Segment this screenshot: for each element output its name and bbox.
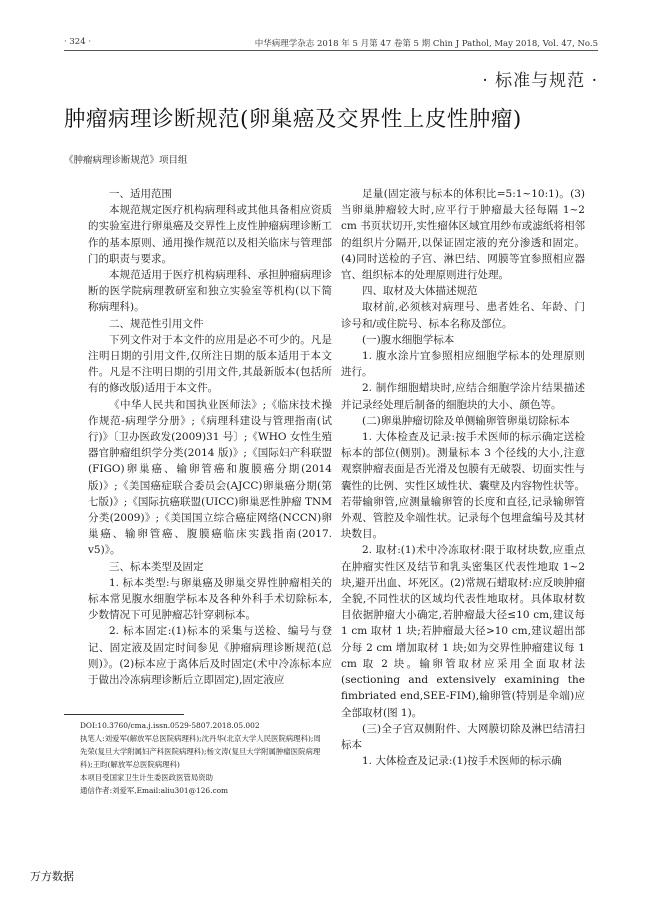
paragraph: 1. 腹水涂片宜参照相应细胞学标本的处理原则进行。 xyxy=(341,350,585,379)
writers: 执笔人:刘爱军(解放军总医院病理科);沈丹华(北京大学人民医院病理科);周先荣(复旦大学附属妇产科医院病理科);杨文涛(复旦大学附属肿瘤医院病理科);王昀(解放军总医院病理科) xyxy=(80,734,321,769)
heading-sampling: 四、取材及大体描述规范 xyxy=(362,285,478,298)
footer-brand: 万方数据 xyxy=(30,870,74,883)
paragraph: 下列文件对于本文件的应用是必不可少的。凡是注明日期的引用文件,仅所注日期的版本适用于本文件。凡是不注明日期的引用文件,其最新版本(包括所有的修改版)适用于本文件。 xyxy=(88,333,332,395)
header-rule xyxy=(64,50,598,51)
paragraph: 本规范适用于医疗机构病理科、承担肿瘤病理诊断的医学院病理教研室和独立实验室等机构(以下简称病理科)。 xyxy=(88,269,332,314)
heading-specimen-types: 三、标本类型及固定 xyxy=(109,560,204,573)
paragraph: 取材前,必须核对病理号、患者姓名、年龄、门诊号和/或住院号、标本名称及部位。 xyxy=(341,301,585,330)
right-column xyxy=(341,186,585,769)
paragraph: 2. 标本固定:(1)标本的采集与送检、编号与登记、固定液及固定时间参见《肿瘤病理诊断规范(总则)》。(2)标本应于离体后及时固定(术中冷冻标本应于做出冷冻病理诊断后立即固定),固定液应 xyxy=(88,625,332,687)
subheading-hysterectomy: (三)全子宫双侧附件、大网膜切除及淋巴结清扫标本 xyxy=(341,722,585,751)
paragraph: 足量(固定液与标本的体积比=5:1~10:1)。(3)当卵巢肿瘤较大时,应平行于肿瘤最大径每隔 1~2 cm 书页状切开,实性瘤体区域宜用纱布或滤纸将相邻的组织片分隔开,以保证固定液的充分渗透和固定。(4)同时送检的子宫、淋巴结、网膜等宜参照相应器官、组织标本的处理原则进行处理。 xyxy=(341,188,585,282)
author-group: 《肿瘤病理诊断规范》项目组 xyxy=(64,155,188,166)
heading-references: 二、规范性引用文件 xyxy=(109,317,204,330)
paragraph: 2. 制作细胞蜡块时,应结合细胞学涂片结果描述并记录经处理后制备的细胞块的大小、颜色等。 xyxy=(341,382,585,411)
corresponding-author: 通信作者:刘爱军,Email:aliu301@126.com xyxy=(80,786,229,795)
journal-info: 中华病理学杂志 2018 年 5 月第 47 卷第 5 期 Chin J Pathol, May 2018, Vol. 47, No.5 xyxy=(254,39,598,49)
funding: 本项目受国家卫生计生委医政医管局资助 xyxy=(80,773,214,782)
paragraph: 1. 大体检查及记录:(1)按手术医师的标示确 xyxy=(362,755,562,768)
doi: DOI:10.3760/cma.j.issn.0529-5807.2018.05.002 xyxy=(80,721,260,730)
page-number: · 324 · xyxy=(64,37,92,47)
heading-scope: 一、适用范围 xyxy=(109,188,172,200)
paragraph: 1. 大体检查及记录:按手术医师的标示确定送检标本的部位(侧别)。测量标本 3 个径线的大小,注意观察肿瘤表面是否光滑及包膜有无破裂、切面实性与囊性的比例、实性区域性状、囊壁及内容物性状等。若带输卵管,应测量输卵管的长度和直径,记录输卵管外观、管腔及伞端性状。记录每个包埋盒编号及其材块数目。 xyxy=(341,431,585,541)
footnotes xyxy=(80,719,326,797)
paragraph: 《中华人民共和国执业医师法》;《临床技术操作规范-病理学分册》;《病理科建设与管理指南(试行)》〔卫办医政发(2009)31 号〕;《WHO 女性生殖器官肿瘤组织学分类(2014 版)》;《国际妇产科联盟(FIGO)卵巢癌、输卵管癌和腹膜癌分期(2014 版)》;《美国癌症联合委员会(AJCC)卵巢癌分期(第七版)》;《国际抗癌联盟(UICC)卵巢恶性肿瘤 TNM 分类(2009)》;《美国国立综合癌症网络(NCCN)卵巢癌、输卵管癌、腹膜癌临床实践指南(2017. v5)》。 xyxy=(88,398,332,557)
paragraph: 1. 标本类型:与卵巢癌及卵巢交界性肿瘤相关的标本常见腹水细胞学标本及各种外科手术切除标本,少数情况下可见肿瘤芯针穿刺标本。 xyxy=(88,576,332,622)
footnote-rule xyxy=(64,714,184,715)
article-title: 肿瘤病理诊断规范(卵巢癌及交界性上皮性肿瘤) xyxy=(64,107,522,132)
paragraph: 本规范规定医疗机构病理科或其他具备相应资质的实验室进行卵巢癌及交界性上皮性肿瘤病理诊断工作的基本原则、通用操作规范以及相关临床与管理部门的职责与要求。 xyxy=(88,204,332,265)
section-tag: · 标准与规范 · xyxy=(482,71,598,91)
paragraph: 2. 取材:(1)术中冷冻取材:限于取材块数,应重点在肿瘤实性区及结节和乳头密集区代表性地取 1~2 块,避开出血、坏死区。(2)常规石蜡取材:应反映肿瘤全貌,不同性状的区域均代表性地取材。具体取材数目依据肿瘤大小确定,若肿瘤最大径≤10 cm,建议每 1 cm 取材 1 块;若肿瘤最大径>10 cm,建议超出部分每 2 cm 增加取材 1 块;如为交界性肿瘤建议每 1 cm 取 2 块。输卵管取材应采用全面取材法(sectioning and extensively examining the fimbriated end,SEE-FIM),输卵管(特别是伞端)应全部取材(图 1)。 xyxy=(341,544,585,719)
subheading-ovarian-tumor: (二)卵巢肿瘤切除及单侧输卵管卵巢切除标本 xyxy=(362,414,570,427)
subheading-ascites: (一)腹水细胞学标本 xyxy=(362,333,455,346)
left-column xyxy=(88,186,332,688)
